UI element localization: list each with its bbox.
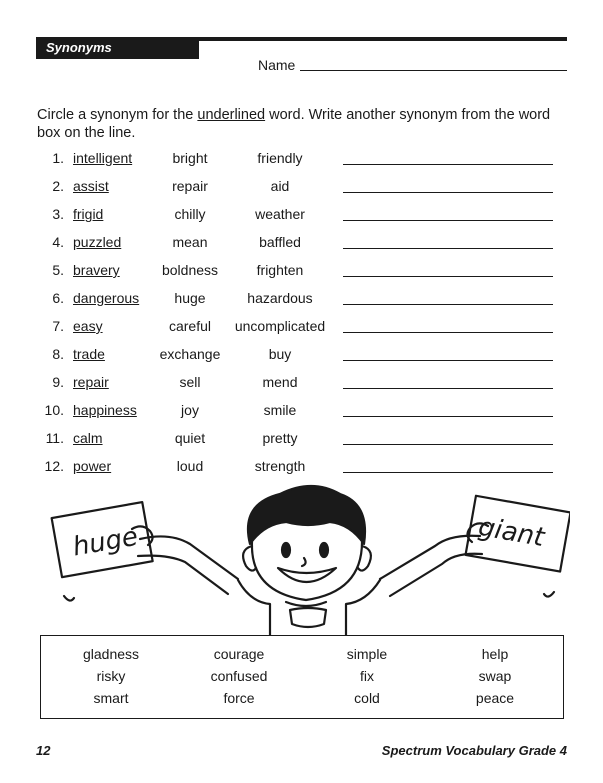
choice-option-2[interactable]: uncomplicated bbox=[234, 318, 326, 334]
instructions-text-before: Circle a synonym for the bbox=[37, 107, 198, 123]
word-box-word: courage bbox=[213, 646, 265, 662]
choice-option-1[interactable]: huge bbox=[174, 290, 206, 306]
choice-option-2[interactable]: hazardous bbox=[247, 290, 313, 306]
item-number: 2. bbox=[52, 178, 64, 194]
exercise-row bbox=[0, 430, 603, 454]
left-card-text: huge bbox=[70, 521, 141, 563]
item-number: 8. bbox=[52, 346, 64, 362]
item-number: 5. bbox=[52, 262, 64, 278]
answer-line[interactable] bbox=[343, 444, 553, 445]
choice-option-1[interactable]: loud bbox=[176, 458, 204, 474]
choice-option-1[interactable]: quiet bbox=[174, 430, 206, 446]
answer-line[interactable] bbox=[343, 332, 553, 333]
choice-option-2[interactable]: friendly bbox=[257, 150, 303, 166]
choice-option-1[interactable]: joy bbox=[181, 402, 199, 418]
target-word: repair bbox=[73, 374, 109, 390]
item-number: 1. bbox=[52, 150, 64, 166]
exercise-row bbox=[0, 346, 603, 370]
item-number: 10. bbox=[44, 402, 64, 418]
target-word: trade bbox=[73, 346, 105, 362]
right-word-card bbox=[466, 496, 570, 572]
exercise-row bbox=[0, 178, 603, 202]
exercise-row bbox=[0, 206, 603, 230]
exercise-row bbox=[0, 402, 603, 426]
exercise-row bbox=[0, 374, 603, 398]
word-box-word: peace bbox=[475, 690, 515, 706]
word-box-word: risky bbox=[96, 668, 126, 684]
answer-line[interactable] bbox=[343, 416, 553, 417]
book-title: Spectrum Vocabulary Grade 4 bbox=[381, 743, 567, 758]
word-box-word: cold bbox=[354, 690, 380, 706]
target-word: calm bbox=[73, 430, 103, 446]
instructions-underlined-word: underlined bbox=[197, 107, 266, 123]
word-box bbox=[40, 635, 564, 719]
word-box-word: smart bbox=[93, 690, 129, 706]
word-box-word: swap bbox=[478, 668, 512, 684]
target-word: easy bbox=[73, 318, 103, 334]
target-word: bravery bbox=[73, 262, 120, 278]
answer-line[interactable] bbox=[343, 276, 553, 277]
exercise-row bbox=[0, 458, 603, 482]
answer-line[interactable] bbox=[343, 360, 553, 361]
choice-option-1[interactable]: chilly bbox=[174, 206, 206, 222]
word-box-word: gladness bbox=[82, 646, 140, 662]
answer-line[interactable] bbox=[343, 164, 553, 165]
name-field[interactable] bbox=[300, 70, 567, 71]
item-number: 12. bbox=[44, 458, 64, 474]
answer-line[interactable] bbox=[343, 192, 553, 193]
page-number: 12 bbox=[36, 743, 51, 758]
section-label: Synonyms bbox=[36, 39, 199, 59]
word-box-word: help bbox=[481, 646, 509, 662]
target-word: dangerous bbox=[73, 290, 140, 306]
item-number: 3. bbox=[52, 206, 64, 222]
target-word: assist bbox=[73, 178, 109, 194]
exercise-row bbox=[0, 262, 603, 286]
target-word: happiness bbox=[73, 402, 137, 418]
choice-option-2[interactable]: frighten bbox=[256, 262, 304, 278]
choice-option-1[interactable]: boldness bbox=[161, 262, 219, 278]
choice-option-2[interactable]: buy bbox=[268, 346, 292, 362]
choice-option-1[interactable]: repair bbox=[172, 178, 208, 194]
item-number: 4. bbox=[52, 234, 64, 250]
instructions bbox=[37, 106, 557, 142]
exercise-row bbox=[0, 290, 603, 314]
word-box-word: confused bbox=[210, 668, 268, 684]
target-word: power bbox=[73, 458, 112, 474]
answer-line[interactable] bbox=[343, 472, 553, 473]
answer-line[interactable] bbox=[343, 388, 553, 389]
target-word: intelligent bbox=[73, 150, 133, 166]
answer-line[interactable] bbox=[343, 248, 553, 249]
choice-option-1[interactable]: mean bbox=[172, 234, 208, 250]
item-number: 11. bbox=[45, 430, 64, 446]
target-word: frigid bbox=[73, 206, 104, 222]
name-label: Name bbox=[258, 57, 296, 73]
choice-option-2[interactable]: mend bbox=[262, 374, 298, 390]
child-holding-cards-illustration bbox=[50, 484, 570, 636]
item-number: 9. bbox=[52, 374, 64, 390]
word-box-word: force bbox=[223, 690, 255, 706]
target-word: puzzled bbox=[73, 234, 122, 250]
choice-option-1[interactable]: exchange bbox=[159, 346, 221, 362]
left-word-card bbox=[52, 502, 153, 577]
item-number: 6. bbox=[52, 290, 64, 306]
choice-option-2[interactable]: weather bbox=[255, 206, 305, 222]
answer-line[interactable] bbox=[343, 220, 553, 221]
choice-option-2[interactable]: strength bbox=[254, 458, 306, 474]
choice-option-2[interactable]: aid bbox=[270, 178, 290, 194]
exercise-row bbox=[0, 318, 603, 342]
choice-option-1[interactable]: bright bbox=[172, 150, 208, 166]
answer-line[interactable] bbox=[343, 304, 553, 305]
choice-option-2[interactable]: smile bbox=[263, 402, 297, 418]
choice-option-2[interactable]: baffled bbox=[259, 234, 301, 250]
exercise-row bbox=[0, 234, 603, 258]
word-box-word: fix bbox=[360, 668, 374, 684]
item-number: 7. bbox=[52, 318, 64, 334]
right-card-text: giant bbox=[476, 511, 547, 553]
choice-option-1[interactable]: sell bbox=[179, 374, 201, 390]
choice-option-2[interactable]: pretty bbox=[262, 430, 298, 446]
exercise-row bbox=[0, 150, 603, 174]
choice-option-1[interactable]: careful bbox=[168, 318, 212, 334]
instructions-text-after: word. Write another synonym from the word box on the line. bbox=[37, 107, 551, 141]
word-box-word: simple bbox=[346, 646, 388, 662]
